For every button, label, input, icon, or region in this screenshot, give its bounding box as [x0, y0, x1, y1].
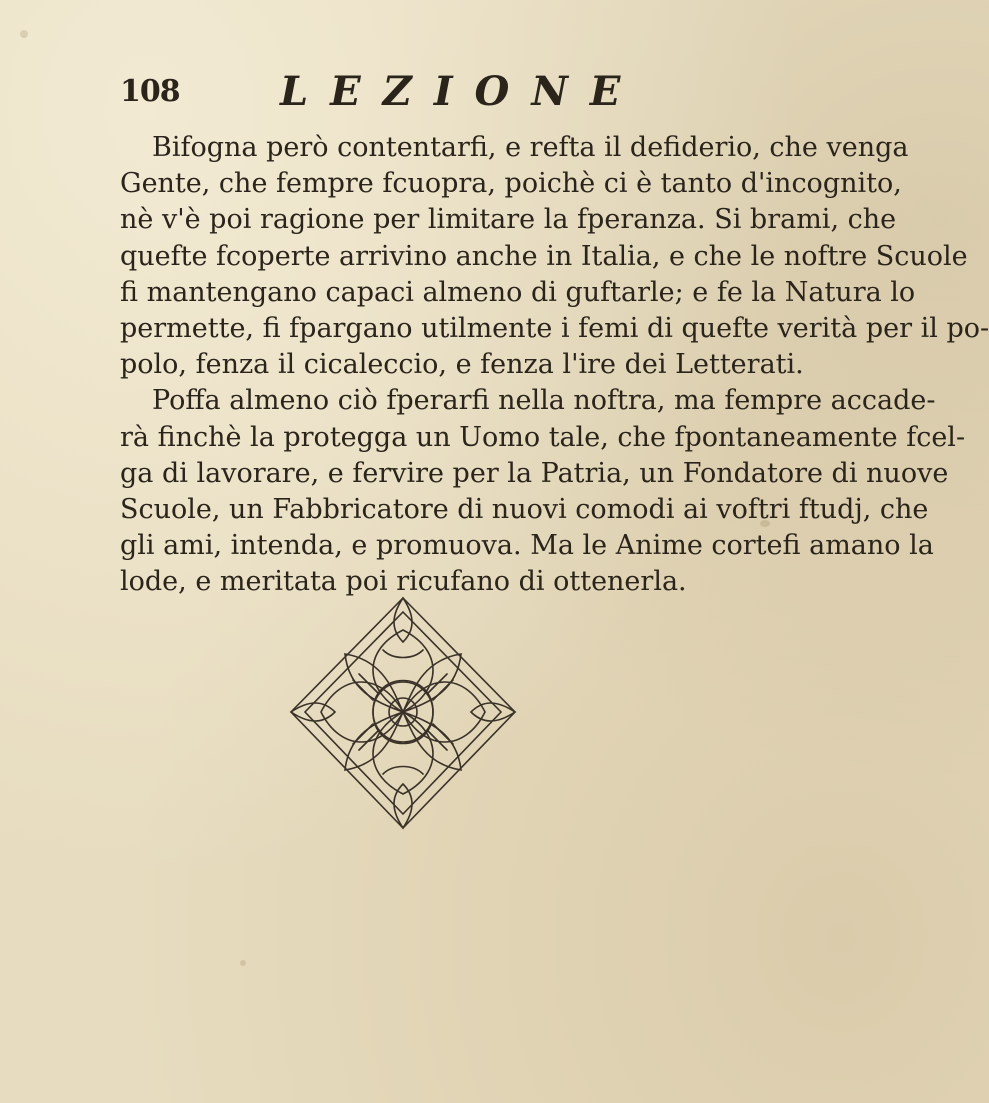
text-line: Bifogna però contentarfi, e refta il defiderio, che venga — [152, 132, 909, 163]
text-line: fi mantengano capaci almeno di guftarle; e fe la Natura lo — [120, 276, 916, 308]
paragraph-1 — [120, 130, 989, 383]
paragraph-2 — [120, 383, 966, 600]
floral-knot-ornament-icon — [283, 590, 523, 835]
text-line: permette, fi fpargano utilmente i femi di quefte verità per il po- — [120, 313, 989, 345]
text-line: lode, e meritata poi ricufano di ottenerla. — [120, 566, 687, 598]
text-line: Scuole, un Fabbricatore di nuovi comodi ai voftri ftudj, che — [120, 494, 929, 526]
page-header — [120, 68, 720, 118]
text-line: nè v'è poi ragione per limitare la fperanza. Si brami, che — [120, 204, 897, 236]
text-line: rà finchè la protegga un Uomo tale, che fpontaneamente fcel- — [120, 421, 966, 453]
text-line: quefte fcoperte arrivino anche in Italia, e che le noftre Scuole — [120, 240, 968, 272]
text-line: Poffa almeno ciò fperarfi nella noftra, ma fempre accade- — [152, 385, 936, 417]
text-line: gli ami, intenda, e promuova. Ma le Anime cortefi amano la — [120, 530, 934, 562]
foxing-spot — [20, 30, 28, 38]
foxing-spot — [240, 960, 246, 966]
text-line: Gente, che fempre fcuopra, poichè ci è tanto d'incognito, — [120, 168, 902, 200]
body-text — [120, 130, 989, 601]
page-number: 108 — [120, 74, 180, 109]
text-line: ga di lavorare, e fervire per la Patria, un Fondatore di nuove — [120, 457, 949, 489]
text-line: polo, fenza il cicaleccio, e fenza l'ire dei Letterati. — [120, 349, 804, 381]
running-head: LEZIONE — [280, 68, 643, 115]
